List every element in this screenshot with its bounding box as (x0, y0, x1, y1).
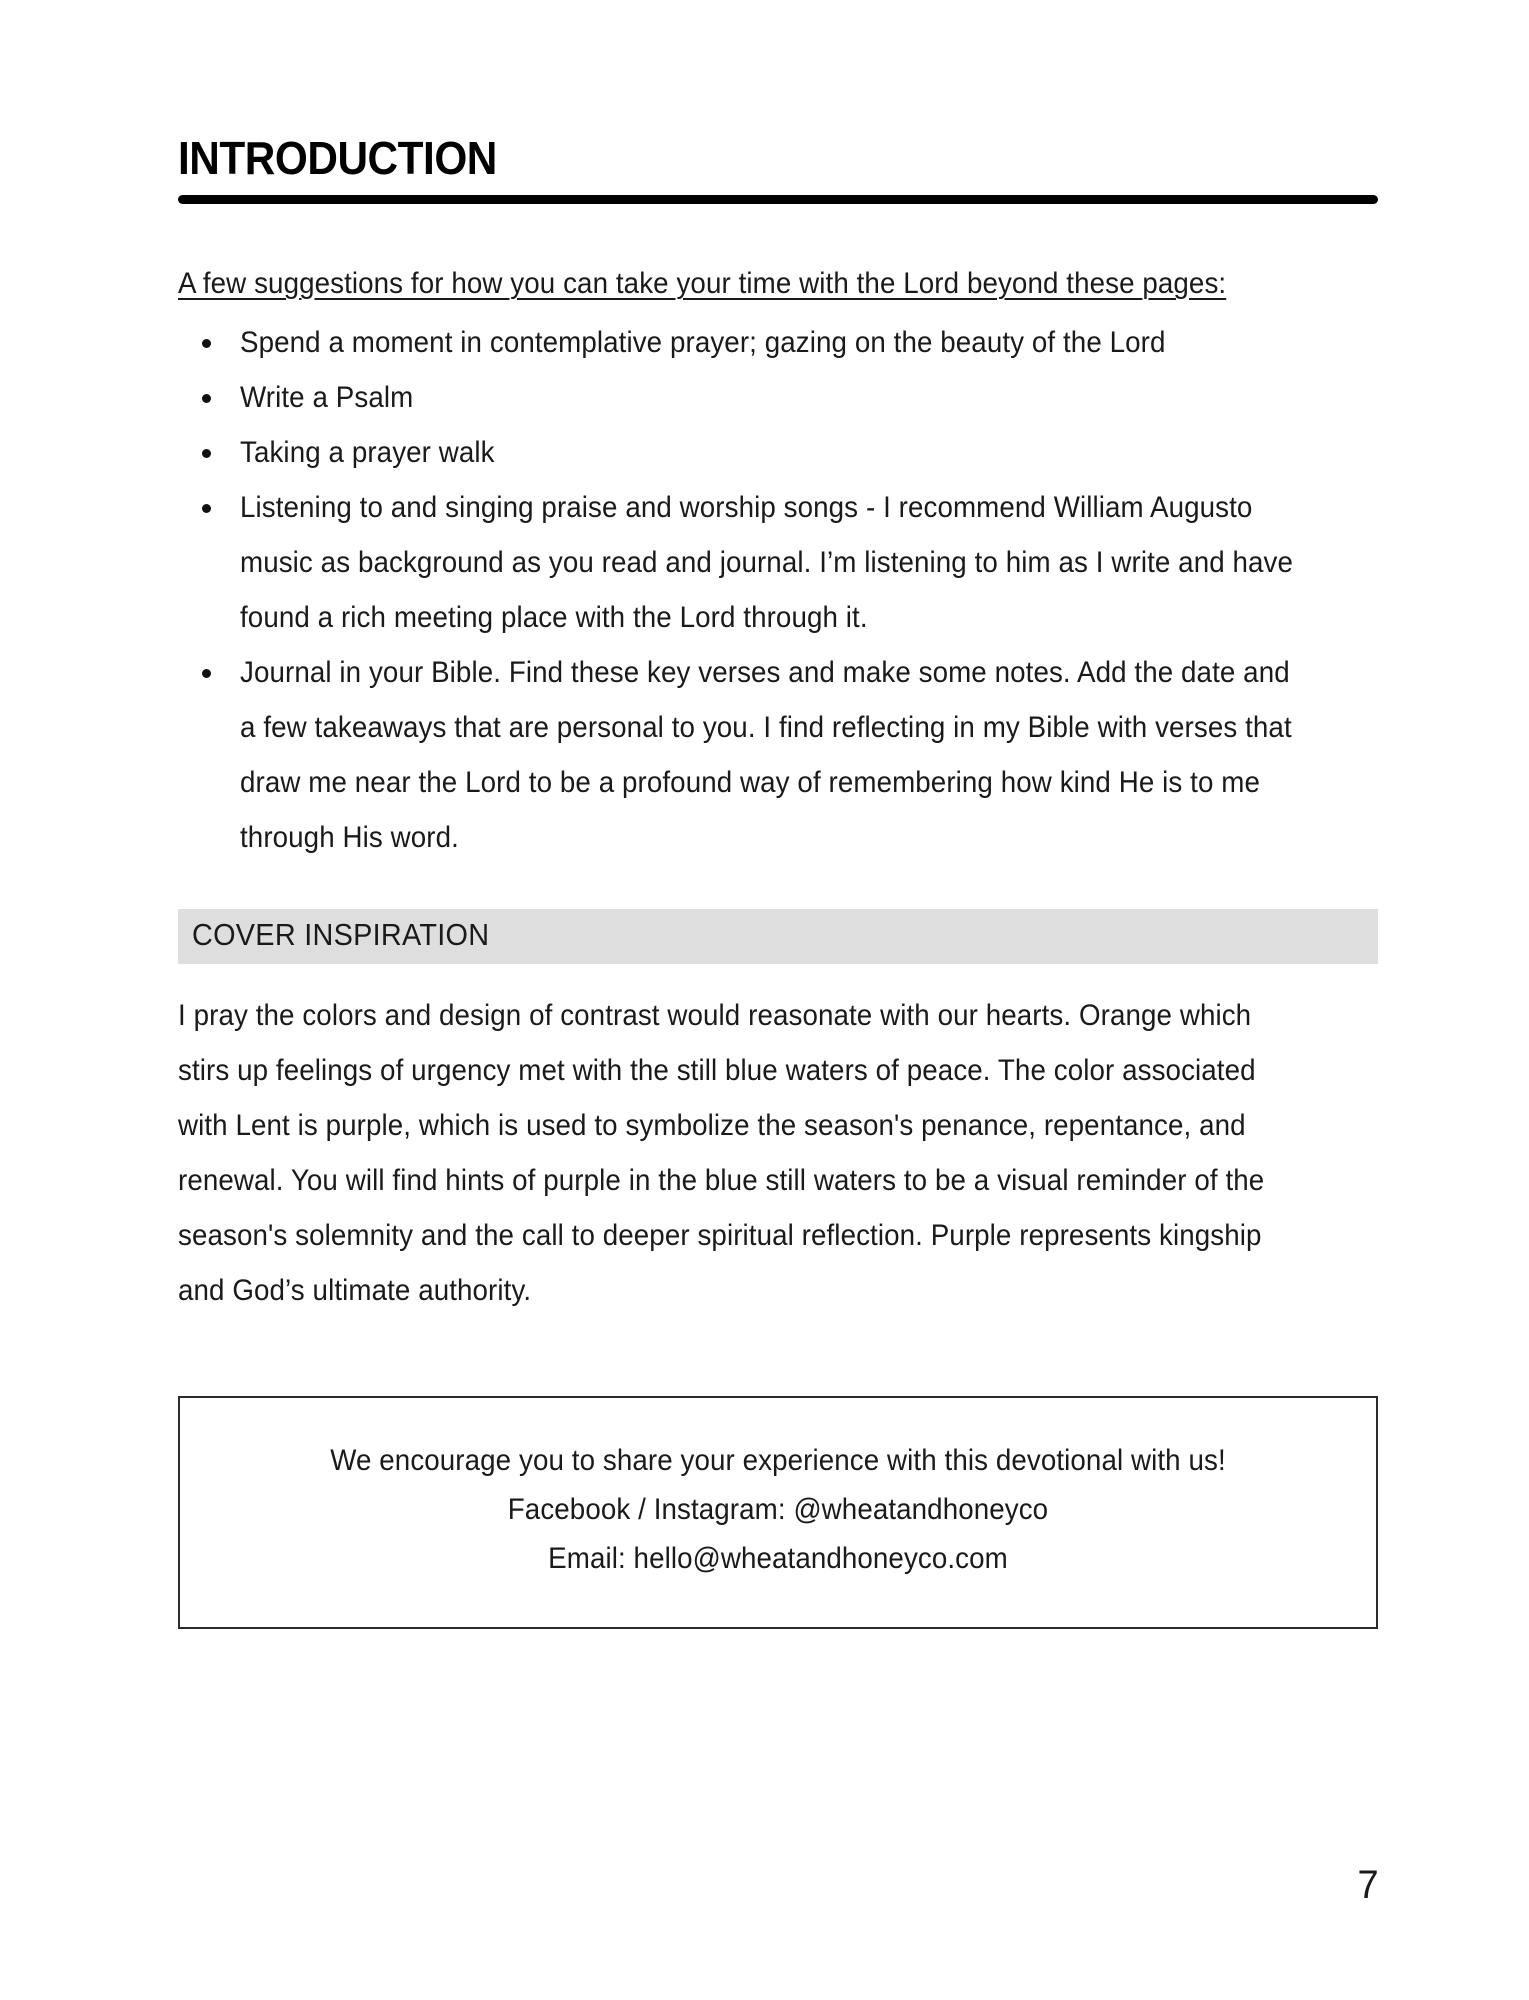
list-item-text: Listening to and singing praise and worship songs - I recommend William Augusto music as background as you read and journal. I’m listening to him as I write and have found a rich meeting place with the Lord through it. (240, 491, 1294, 634)
page-title: INTRODUCTION (178, 132, 497, 184)
list-item-text: Taking a prayer walk (240, 436, 495, 469)
list-item (178, 645, 1378, 865)
title-divider-rule (178, 195, 1378, 204)
bullet-icon (202, 449, 211, 458)
bullet-icon (202, 394, 211, 403)
bullet-icon (202, 669, 211, 678)
page-content (178, 132, 1378, 1629)
list-item (178, 315, 1378, 370)
list-item (178, 425, 1378, 480)
cover-inspiration-paragraph: I pray the colors and design of contrast would reasonate with our hearts. Orange which stirs up feelings of urgency met with the still blue waters of peace. The color associated with Lent is purple, which is used to symbolize the season's penance, repentance, and renewal. You will find hints of purple in the blue still waters to be a visual reminder of the season's solemnity and the call to deeper spiritual reflection. Purple represents kingship and God’s ultimate authority. (178, 998, 1265, 1307)
contact-email-text: Email: hello@wheatandhoneyco.com (548, 1541, 1008, 1575)
intro-lead-text: A few suggestions for how you can take your time with the Lord beyond these pages: (178, 267, 1227, 300)
bullet-icon (202, 339, 211, 348)
list-item-text: Spend a moment in contemplative prayer; gazing on the beauty of the Lord (240, 326, 1166, 359)
page-number: 7 (1357, 1863, 1379, 1907)
cover-inspiration-section-header (178, 909, 1378, 964)
list-item (178, 370, 1378, 425)
suggestions-list (178, 315, 1378, 865)
list-item-text: Journal in your Bible. Find these key verses and make some notes. Add the date and a few takeaways that are personal to you. I find reflecting in my Bible with verses that draw me near the Lord to be a profound way of remembering how kind He is to me through His word. (240, 656, 1292, 854)
list-item-text: Write a Psalm (240, 381, 414, 414)
section-heading-label: COVER INSPIRATION (192, 917, 490, 952)
list-item (178, 480, 1378, 645)
contact-encouragement-text: We encourage you to share your experience with this devotional with us! (330, 1443, 1226, 1477)
contact-social-text: Facebook / Instagram: @wheatandhoneyco (507, 1492, 1049, 1526)
contact-callout-box (178, 1396, 1378, 1629)
bullet-icon (202, 504, 211, 513)
